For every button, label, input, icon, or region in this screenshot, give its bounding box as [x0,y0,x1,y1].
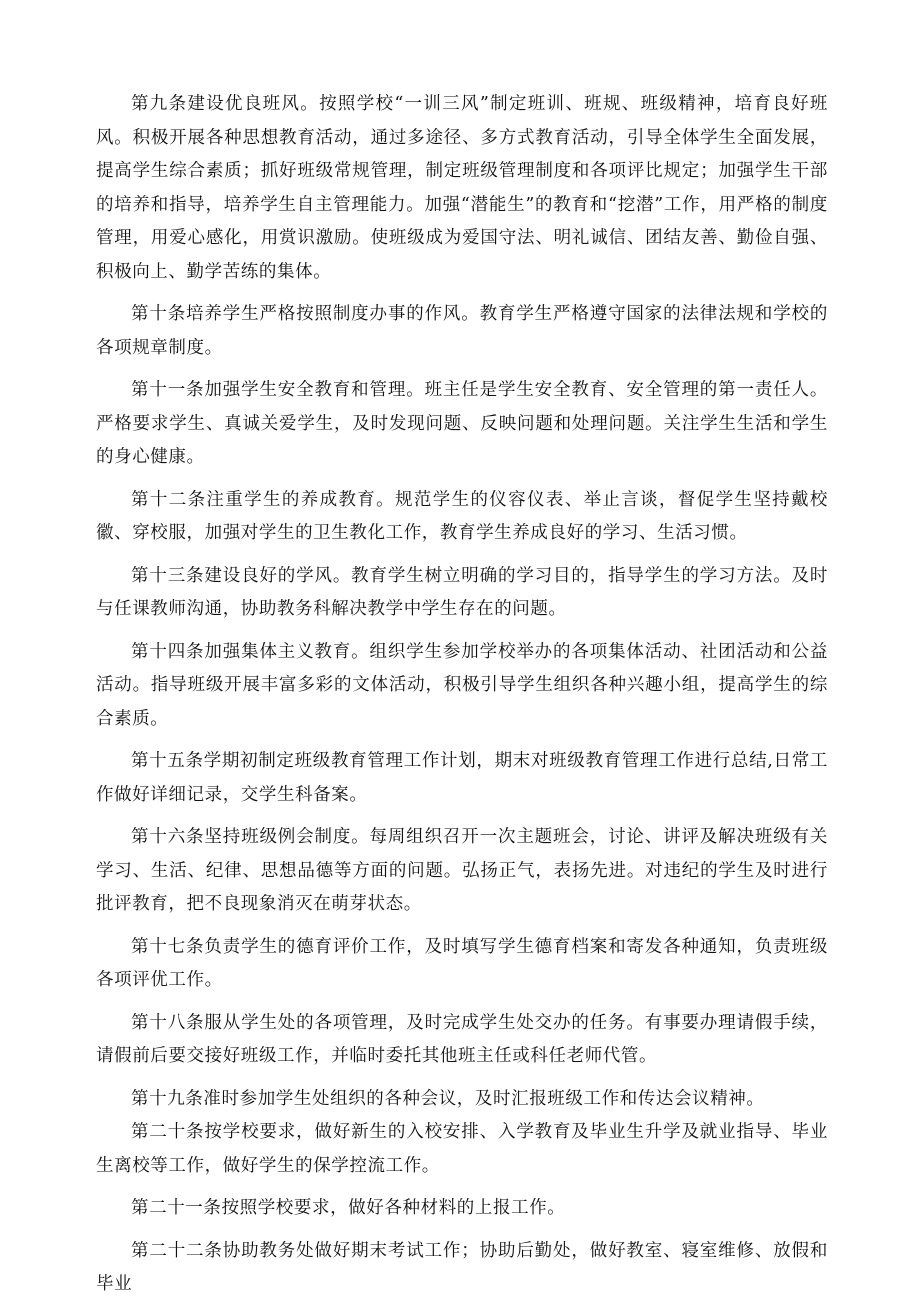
document-page [96,88,828,1311]
article-11-paragraph: 第十一条加强学生安全教育和管理。班主任是学生安全教育、安全管理的第一责任人。严格要求学生、真诚关爱学生，及时发现问题、反映问题和处理问题。关注学生生活和学生的身心健康。 [96,380,828,467]
article-19-paragraph: 第十九条准时参加学生处组织的各种会议，及时汇报班级工作和传达会议精神。 [131,1088,765,1109]
article-12-paragraph: 第十二条注重学生的养成教育。规范学生的仪容仪表、举止言谈，督促学生坚持戴校徽、穿校服，加强对学生的卫生教化工作，教育学生养成良好的学习、生活习惯。 [96,489,828,543]
article-10-paragraph: 第十条培养学生严格按照制度办事的作风。教育学生严格遵守国家的法律法规和学校的各项规章制度。 [96,304,828,358]
article-15-paragraph: 第十五条学期初制定班级教育管理工作计划，期末对班级教育管理工作进行总结,日常工作做好详细记录，交学生科备案。 [96,751,828,805]
article-17-paragraph: 第十七条负责学生的德育评价工作，及时填写学生德育档案和寄发各种通知，负责班级各项评优工作。 [96,936,828,990]
article-16-paragraph: 第十六条坚持班级例会制度。每周组织召开一次主题班会，讨论、讲评及解决班级有关学习、生活、纪律、思想品德等方面的问题。弘扬正气，表扬先进。对违纪的学生及时进行批评教育，把不良现象消灭在萌芽状态。 [96,827,828,914]
article-21-paragraph: 第二十一条按照学校要求，做好各种材料的上报工作。 [131,1198,566,1218]
article-20-paragraph: 第二十条按学校要求，做好新生的入校安排、入学教育及毕业生升学及就业指导、毕业生离校等工作，做好学生的保学控流工作。 [96,1122,828,1176]
article-18-paragraph: 第十八条服从学生处的各项管理，及时完成学生处交办的任务。有事要办理请假手续，请假前后要交接好班级工作，并临时委托其他班主任或科任老师代管。 [96,1012,828,1066]
article-14-paragraph: 第十四条加强集体主义教育。组织学生参加学校举办的各项集体活动、社团活动和公益活动。指导班级开展丰富多彩的文体活动，积极引导学生组织各种兴趣小组，提高学生的综合素质。 [96,641,828,729]
article-9-paragraph: 第九条建设优良班风。按照学校“一训三风”制定班训、班规、班级精神，培育良好班风。积极开展各种思想教育活动，通过多途径、多方式教育活动，引导全体学生全面发展，提高学生综合素质；抓好班级常规管理，制定班级管理制度和各项评比规定；加强学生干部的培养和指导，培养学生自主管理能力。加强“潜能生”的教育和“挖潜”工作，用严格的制度管理，用爱心感化，用赏识激励。使班级成为爱国守法、明礼诚信、团结友善、勤俭自强、积极向上、勤学苦练的集体。 [96,94,828,282]
article-13-paragraph: 第十三条建设良好的学风。教育学生树立明确的学习目的，指导学生的学习方法。及时与任课教师沟通，协助教务科解决教学中学生存在的问题。 [96,565,828,619]
article-22-paragraph: 第二十二条协助教务处做好期末考试工作；协助后勤处，做好教室、寝室维修、放假和毕业 [96,1240,828,1294]
